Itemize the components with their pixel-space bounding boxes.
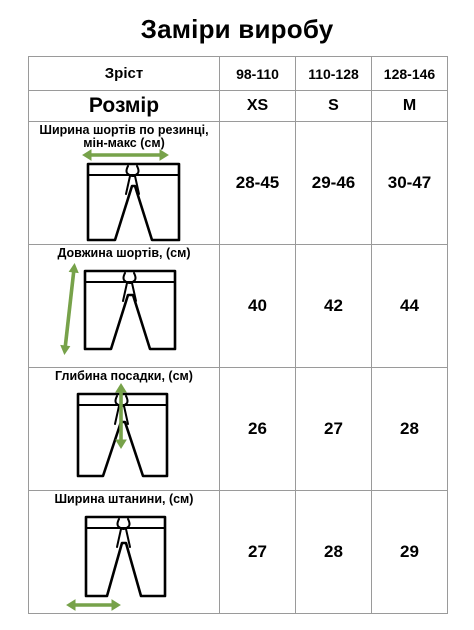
measure-value: 44 [372, 245, 448, 368]
measure-label-cell [29, 245, 220, 368]
size-label: Розмір [29, 91, 220, 122]
measure-label-sub: мін-макс (см) [83, 136, 165, 150]
shorts-length-icon [29, 245, 220, 367]
shorts-leg-width-icon [29, 491, 220, 613]
measure-value: 40 [220, 245, 296, 368]
measure-value: 27 [220, 491, 296, 614]
measure-value: 26 [220, 368, 296, 491]
measure-label: Ширина штанини, (см) [54, 492, 194, 506]
measure-label-cell [29, 491, 220, 614]
height-label: Зріст [29, 57, 220, 91]
measure-label-cell [29, 368, 220, 491]
measure-label: Ширина шортів по резинці, [39, 123, 209, 137]
size-value: S [296, 91, 372, 122]
measure-row-rise [29, 368, 448, 491]
height-value: 98-110 [220, 57, 296, 91]
measure-label-cell [29, 122, 220, 245]
shorts-waist-width-icon [29, 122, 220, 244]
height-row [29, 57, 448, 91]
measure-row-waist [29, 122, 448, 245]
page-title: Заміри виробу [140, 14, 334, 44]
height-value: 128-146 [372, 57, 448, 91]
measure-value: 27 [296, 368, 372, 491]
measure-label: Глибина посадки, (см) [55, 369, 193, 383]
measure-row-length [29, 245, 448, 368]
measure-value: 29-46 [296, 122, 372, 245]
measure-value: 29 [372, 491, 448, 614]
measure-value: 28-45 [220, 122, 296, 245]
size-row [29, 91, 448, 122]
shorts-rise-icon [29, 368, 220, 490]
measure-value: 42 [296, 245, 372, 368]
height-value: 110-128 [296, 57, 372, 91]
size-value: M [372, 91, 448, 122]
measure-value: 30-47 [372, 122, 448, 245]
size-chart-table [28, 56, 448, 614]
measure-value: 28 [296, 491, 372, 614]
measure-label: Довжина шортів, (см) [57, 246, 191, 260]
size-value: XS [220, 91, 296, 122]
measure-row-leg-width [29, 491, 448, 614]
measure-value: 28 [372, 368, 448, 491]
